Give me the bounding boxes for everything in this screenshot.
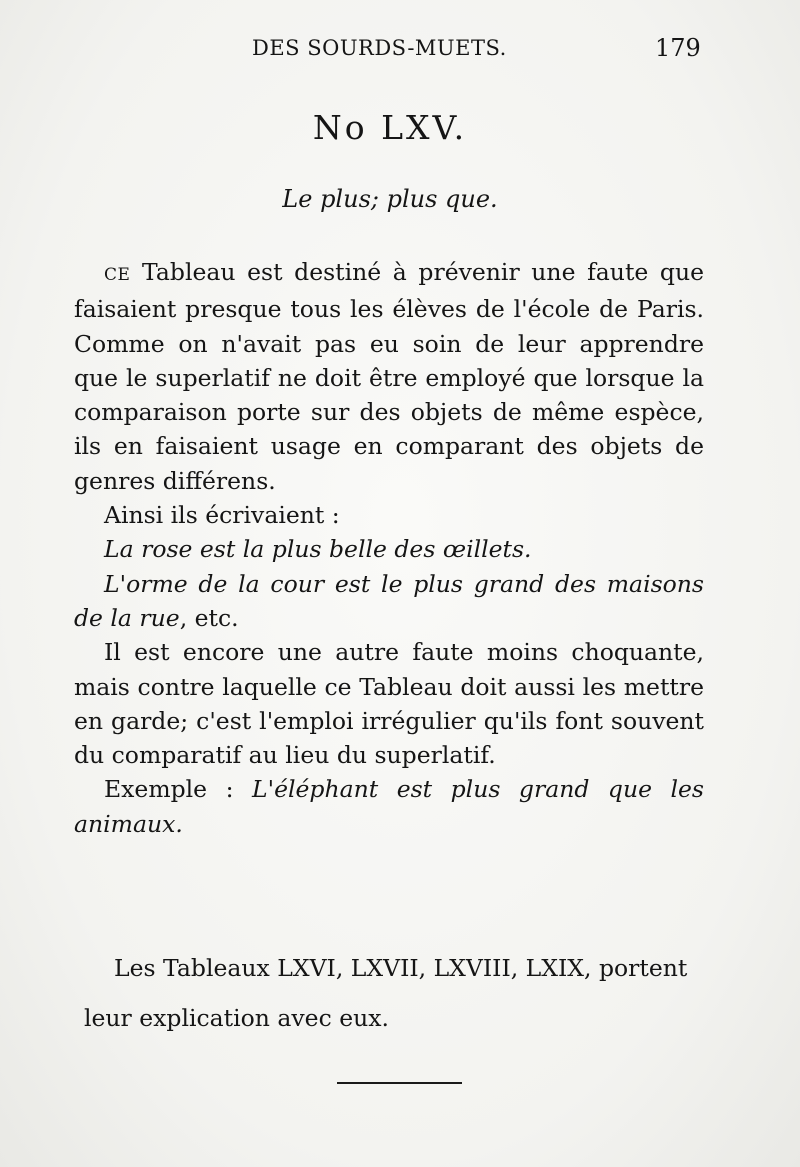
- paragraph-1-text: Tableau est destiné à prévenir une faute que faisaient presque tous les élèves de l'école de Paris. Comme on n'avait pas eu soin de leur apprendre que le superlatif ne doit être employé que lorsque la comparaison porte sur des objets de même espèce, ils en faisaient usage en comparant des objets de genres différens.: [74, 258, 704, 495]
- paragraph-1-dropcap: CE: [104, 265, 131, 285]
- paragraph-4-label: Exemple :: [104, 775, 253, 804]
- example-2: [74, 567, 704, 636]
- paragraph-3: Il est encore une autre faute moins choquante, mais contre laquelle ce Tableau doit aussi les mettre en garde; c'est l'emploi irrégulier qu'ils font souvent du comparatif au lieu du superlatif.: [74, 638, 704, 770]
- running-head: DES SOURDS-MUETS.: [252, 36, 507, 60]
- paragraph-1: [74, 255, 704, 498]
- section-subtitle: Le plus; plus que.: [282, 185, 498, 213]
- body-text: [74, 255, 704, 841]
- paragraph-4: [74, 772, 704, 841]
- section-number: No LXV.: [312, 108, 468, 147]
- example-2-italic: L'orme de la cour est le plus grand des maisons de la rue: [74, 569, 704, 632]
- paragraph-4-example: L'éléphant est plus grand que les animaux.: [74, 775, 704, 838]
- page-number: 179: [655, 34, 701, 62]
- closing-note: [84, 943, 714, 1043]
- page-header: [0, 30, 800, 64]
- example-2-roman: , etc.: [179, 603, 239, 632]
- end-rule: [337, 1082, 462, 1084]
- example-1: La rose est la plus belle des œillets.: [104, 535, 532, 564]
- closing-paragraph: Les Tableaux LXVI, LXVII, LXVIII, LXIX, portent leur explication avec eux.: [84, 954, 688, 1032]
- paragraph-2: Ainsi ils écrivaient :: [104, 501, 340, 530]
